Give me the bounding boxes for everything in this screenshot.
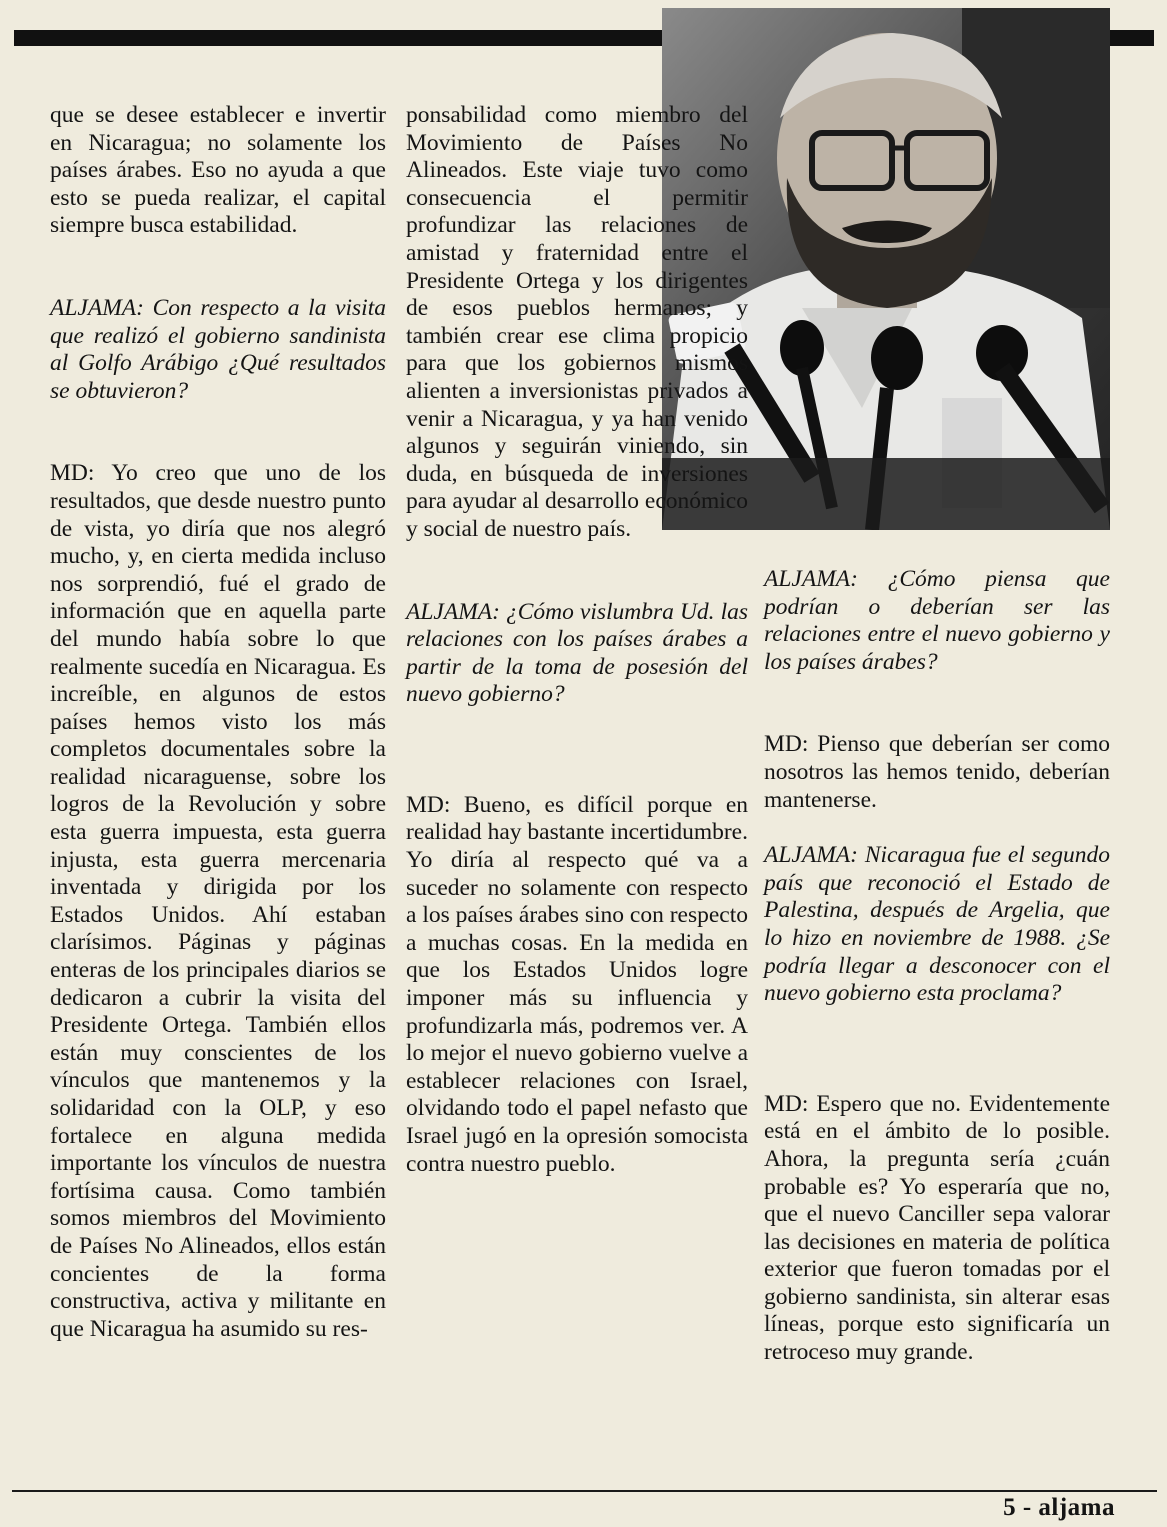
answer-gulf-visit: MD: Yo creo que uno de los resultados, que desde nuestro punto de vista, yo diría que nos alegró mucho, y, en cierta medida incluso nos sorprendió, fué el grado de información que en aquella parte del mundo había sobre lo que realmente sucedía en Nicaragua. Es increíble, en algunos de estos países hemos visto los más completos documentales sobre la realidad nicaraguense, sobre los logros de la Revolución y sobre esta guerra impuesta, esta guerra injusta, esta guerra mercenaria inventada y dirigida por los Estados Unidos. Ahí estaban clarísimos. Páginas y páginas enteras de los principales diarios se dedicaron a cubrir la visita del Presidente Ortega. También ellos están muy conscientes de los vínculos que mantenemos y la solidaridad con la OLP, y eso fortalece en alguna medida importante los vínculos de nuestra fortísima causa. Como también somos miembros del Movimiento de Países No Alineados, ellos están concientes de la forma constructiva, activa y militante en que Nicaragua ha asumido su res- — [50, 460, 386, 1342]
top-rule-right — [1110, 30, 1154, 46]
col1-paragraph: que se desee establecer e invertir en Nicaragua; no solamente los países árabes. Eso no ayuda a que esto se pueda realizar, el capital siempre busca estabilidad. — [50, 102, 386, 239]
spacer — [406, 544, 748, 599]
answer-future-relations: MD: Pienso que deberían ser como nosotros las hemos tenido, deberían mantenerse. — [764, 731, 1110, 813]
spacer — [764, 676, 1110, 731]
spacer — [50, 240, 386, 295]
question-future-relations: ALJAMA: ¿Cómo piensa que podrían o deberían ser las relaciones entre el nuevo gobierno y los países árabes? — [764, 566, 1110, 675]
answer-relations-new-government: MD: Bueno, es difícil porque en realidad hay bastante incertidumbre. Yo diría al respecto qué va a suceder no solamente con respecto a los países árabes sino con respecto a muchas cosas. En la medida en que los Estados Unidos logre imponer más su influencia y profundizarla más, podremos ver. A lo mejor el nuevo gobierno vuelve a establecer relaciones con Israel, olvidando todo el papel nefasto que Israel jugó en la opresión somocista contra nuestro pueblo. — [406, 791, 748, 1177]
question-palestine-recognition: ALJAMA: Nicaragua fue el segundo país que reconoció el Estado de Palestina, después de Argelia, que lo hizo en noviembre de 1988. ¿Se podría llegar a desconocer con el nuevo gobierno esta proclama? — [764, 842, 1110, 1007]
page-footer: 5 - aljama — [1003, 1494, 1115, 1521]
question-gulf-visit: ALJAMA: Con respecto a la visita que realizó el gobierno sandinista al Golfo Arábigo ¿Qué resultados se obtuvieron? — [50, 294, 386, 404]
spacer — [406, 709, 748, 792]
spacer — [764, 814, 1110, 842]
column-3 — [764, 566, 1110, 1367]
col2-paragraph: ponsabilidad como miembro del Movimiento de Países No Alineados. Este viaje tuvo como consecuencia el permitir profundizar las relaciones de amistad y fraternidad entre el Presidente Ortega y los dirigentes de esos pueblos hermanos; y también crear ese clima propicio para que los gobiernos mismos alienten a inversionistas privados a venir a Nicaragua, y ya han venido algunos y seguirán viniendo, sin duda, en búsqueda de inversiones para ayudar al desarrollo económico y social de nuestro país. — [406, 102, 748, 542]
spacer — [50, 405, 386, 460]
answer-palestine-recognition: MD: Espero que no. Evidentemente está en el ámbito de lo posible. Ahora, la pregunta sería ¿cuán probable es? Yo esperaría que no, que el nuevo Canciller sepa valorar las decisiones en materia de política exterior que fueron tomadas por el gobierno sandinista, sin alterar esas líneas, porque esto significaría un retroceso muy grande. — [764, 1090, 1110, 1366]
bottom-rule — [12, 1490, 1157, 1492]
column-2 — [406, 102, 748, 1178]
column-1 — [50, 102, 386, 1343]
top-rule — [14, 30, 664, 46]
question-relations-new-government: ALJAMA: ¿Cómo vislumbra Ud. las relaciones con los países árabes a partir de la toma de posesión del nuevo gobierno? — [406, 598, 748, 708]
spacer — [764, 1008, 1110, 1091]
